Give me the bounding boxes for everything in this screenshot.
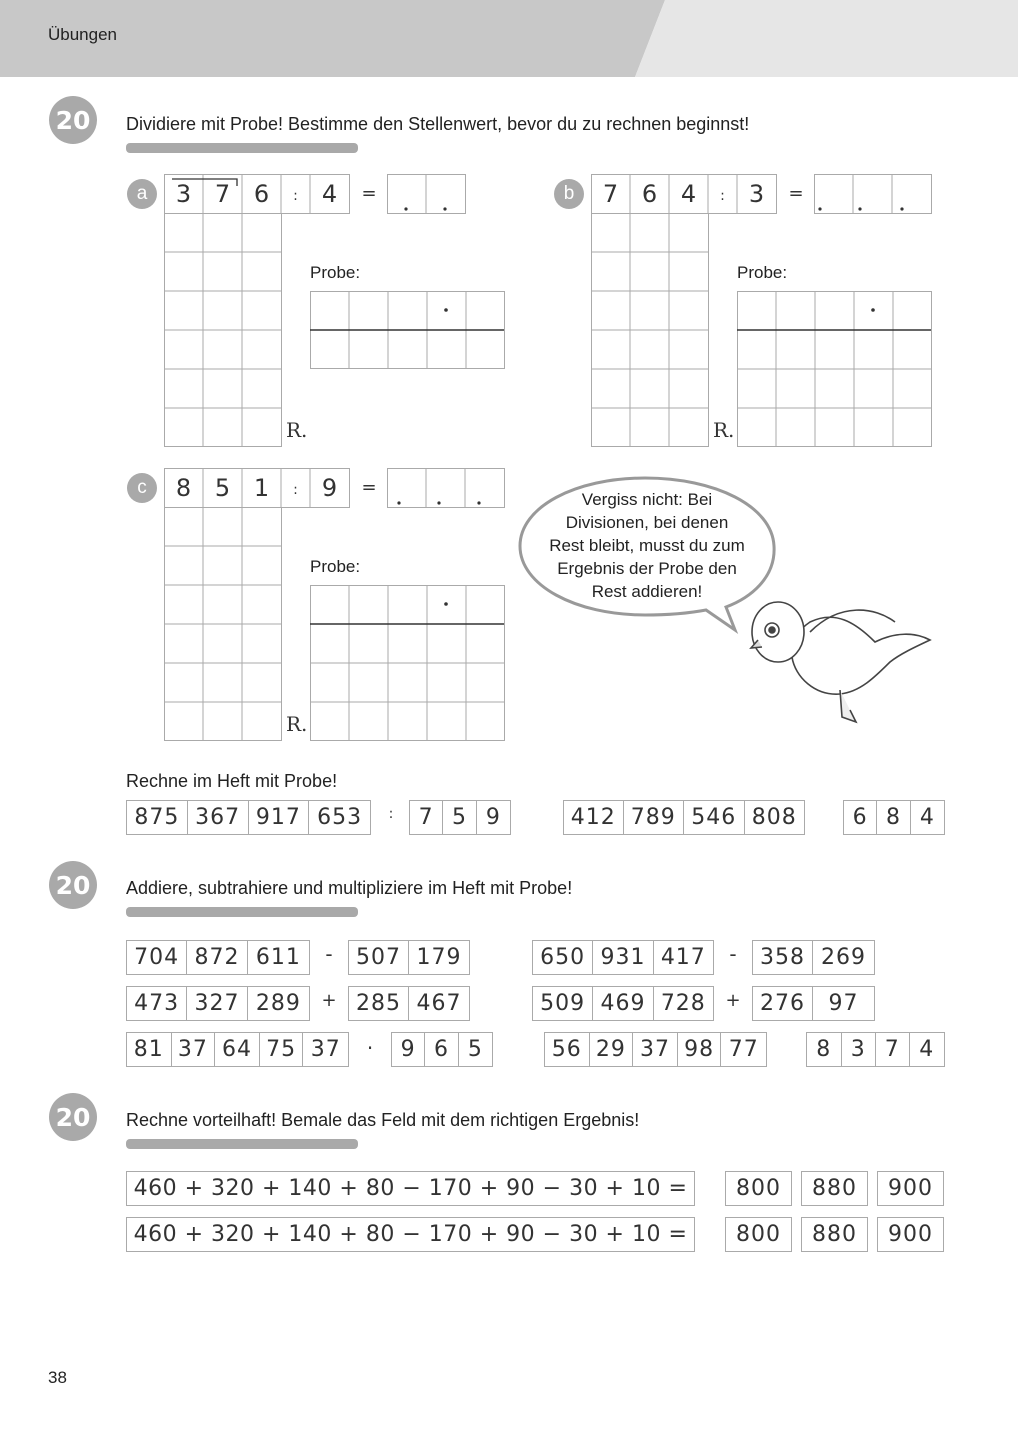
operator-sign: · (366, 1036, 374, 1060)
number-cell: 469 (593, 987, 653, 1020)
dividend-digit: 4 (680, 180, 697, 208)
number-cell: 7 (410, 801, 443, 834)
exercise-number-badge: 20 (49, 1093, 97, 1141)
number-cell: 276 (753, 987, 813, 1020)
exercise-instruction: Dividiere mit Probe! Bestimme den Stellenwert, bevor du zu rechnen beginnst! (126, 114, 750, 134)
number-cell: 728 (660, 991, 706, 1016)
number-cell: 9 (392, 1033, 425, 1066)
number-box (532, 986, 714, 1021)
division-sign: : (388, 806, 394, 822)
answer-option[interactable] (801, 1171, 868, 1206)
result-dots-a (387, 174, 507, 214)
exercise-instruction: Rechne vorteilhaft! Bemale das Feld mit dem richtigen Ergebnis! (126, 1110, 640, 1130)
answer-option[interactable] (877, 1171, 944, 1206)
probe-label: Probe: (310, 557, 361, 576)
probe-label: Probe: (737, 263, 788, 282)
number-cell: 875 (127, 801, 188, 834)
answer-option-value: 800 (736, 1176, 781, 1201)
dividend-box (126, 800, 371, 835)
exercise-number-badge: 20 (49, 96, 97, 144)
heft-instruction: Rechne im Heft mit Probe! (126, 771, 338, 791)
number-cell: 269 (821, 945, 866, 970)
highlight-mark (126, 1139, 358, 1149)
number-cell: 5 (443, 801, 476, 834)
expression-text: 460 + 320 + 140 + 80 − 170 + 90 − 30 + 10 = (133, 1222, 688, 1247)
bubble-line: Vergiss nicht: Bei (581, 490, 713, 509)
number-cell: 509 (533, 987, 593, 1020)
exercise-instruction: Addiere, subtrahiere und multipliziere im Heft mit Probe! (126, 878, 573, 898)
number-box (806, 1032, 945, 1067)
dividend-digit: 7 (602, 180, 619, 208)
probe-answer-grid[interactable] (310, 585, 504, 740)
number-cell: 507 (349, 941, 409, 974)
number-cell: 611 (255, 945, 301, 970)
number-cell: 97 (828, 991, 859, 1016)
bubble-line: Rest bleibt, musst du zum (549, 536, 745, 555)
number-cell: 3 (842, 1033, 877, 1066)
equals-sign: = (788, 183, 804, 204)
divisor-digit: 9 (321, 474, 338, 502)
task-label-b: b (554, 179, 584, 209)
number-cell: 931 (593, 941, 653, 974)
number-cell: 8 (877, 801, 910, 834)
operator-sign: + (321, 990, 337, 1011)
remainder-label: R. (713, 418, 735, 442)
speech-bubble-text (522, 488, 772, 603)
number-cell: 653 (317, 805, 363, 830)
divisor-box (843, 800, 945, 835)
number-box (348, 940, 470, 975)
answer-option-value: 900 (888, 1222, 933, 1247)
number-cell: 789 (624, 801, 685, 834)
number-cell: 8 (807, 1033, 842, 1066)
work-area-grid[interactable] (591, 214, 708, 447)
number-box (348, 986, 470, 1021)
task-label-c: c (127, 473, 157, 503)
remainder-label: R. (286, 418, 308, 442)
number-cell: 6 (844, 801, 877, 834)
division-sign: : (293, 482, 298, 498)
number-cell: 6 (425, 1033, 458, 1066)
number-box (126, 940, 310, 975)
answer-option-value: 900 (888, 1176, 933, 1201)
dividend-box (563, 800, 805, 835)
number-box (391, 1032, 493, 1067)
probe-answer-grid[interactable] (737, 291, 931, 446)
number-cell: 9 (485, 805, 501, 830)
number-cell: 704 (127, 941, 187, 974)
page-number: 38 (48, 1368, 67, 1387)
number-cell: 917 (249, 801, 310, 834)
number-cell: 37 (310, 1037, 341, 1062)
dividend-digit: 7 (214, 180, 231, 208)
answer-option[interactable] (801, 1217, 868, 1252)
exercise-number-badge: 20 (49, 861, 97, 909)
number-cell: 412 (564, 801, 624, 834)
operator-sign: - (325, 942, 333, 966)
highlight-mark (126, 907, 358, 917)
number-cell: 37 (172, 1033, 216, 1066)
operator-sign: + (725, 990, 741, 1011)
result-dots-c (387, 468, 507, 508)
number-cell: 808 (751, 805, 797, 830)
number-cell: 75 (260, 1033, 304, 1066)
number-box (752, 986, 875, 1021)
divisor-digit: 3 (748, 180, 765, 208)
number-cell: 417 (660, 945, 706, 970)
answer-option-value: 880 (812, 1176, 857, 1201)
number-cell: 546 (684, 801, 745, 834)
equals-sign: = (361, 477, 377, 498)
number-cell: 650 (533, 941, 593, 974)
number-box (532, 940, 714, 975)
bubble-line: Rest addieren! (591, 582, 703, 601)
number-cell: 289 (255, 991, 301, 1016)
number-cell: 5 (467, 1037, 483, 1062)
number-cell: 64 (215, 1033, 260, 1066)
answer-option-value: 880 (812, 1222, 857, 1247)
expression-text: 460 + 320 + 140 + 80 − 170 + 90 − 30 + 10 = (133, 1176, 688, 1201)
answer-option-value: 800 (736, 1222, 781, 1247)
bubble-line: Ergebnis der Probe den (557, 559, 737, 578)
number-box (126, 986, 310, 1021)
number-cell: 81 (127, 1033, 172, 1066)
number-cell: 358 (753, 941, 813, 974)
equals-sign: = (361, 183, 377, 204)
answer-option[interactable] (877, 1217, 944, 1252)
expression-box (126, 1217, 695, 1252)
divisor-box (409, 800, 511, 835)
number-box (126, 1032, 349, 1067)
number-cell: 56 (545, 1033, 590, 1066)
number-cell: 179 (416, 945, 462, 970)
header-band (0, 0, 1018, 77)
dividend-digit: 3 (175, 180, 192, 208)
bubble-line: Divisionen, bei denen (565, 513, 729, 532)
dividend-digit: 6 (253, 180, 270, 208)
number-cell: 285 (349, 987, 409, 1020)
work-area-grid[interactable] (164, 508, 281, 741)
highlight-mark (126, 143, 358, 153)
dividend-digit: 1 (253, 474, 270, 502)
number-cell: 4 (919, 1037, 935, 1062)
division-sign: : (720, 188, 725, 204)
number-cell: 367 (188, 801, 249, 834)
remainder-label: R. (286, 712, 308, 736)
number-cell: 467 (416, 991, 462, 1016)
number-cell: 98 (678, 1033, 722, 1066)
dividend-digit: 8 (175, 474, 192, 502)
operator-sign: - (729, 942, 737, 966)
probe-answer-grid[interactable] (310, 291, 504, 368)
number-box (544, 1032, 767, 1067)
result-dots-b (814, 174, 934, 214)
answer-option[interactable] (725, 1171, 792, 1206)
number-cell: 872 (187, 941, 247, 974)
division-sign: : (293, 188, 298, 204)
number-cell: 327 (187, 987, 247, 1020)
number-cell: 473 (127, 987, 187, 1020)
probe-label: Probe: (310, 263, 361, 282)
number-cell: 29 (590, 1033, 634, 1066)
divisor-digit: 4 (321, 180, 338, 208)
number-cell: 7 (876, 1033, 910, 1066)
answer-option[interactable] (725, 1217, 792, 1252)
number-cell: 77 (728, 1037, 759, 1062)
task-label-a: a (127, 179, 157, 209)
expression-box (126, 1171, 695, 1206)
number-box (752, 940, 875, 975)
owl-illustration (751, 602, 930, 722)
work-area-grid[interactable] (164, 214, 281, 447)
number-cell: 37 (633, 1033, 678, 1066)
header-title: Übungen (48, 25, 118, 44)
dividend-digit: 5 (214, 474, 231, 502)
number-cell: 4 (919, 805, 935, 830)
dividend-digit: 6 (641, 180, 658, 208)
